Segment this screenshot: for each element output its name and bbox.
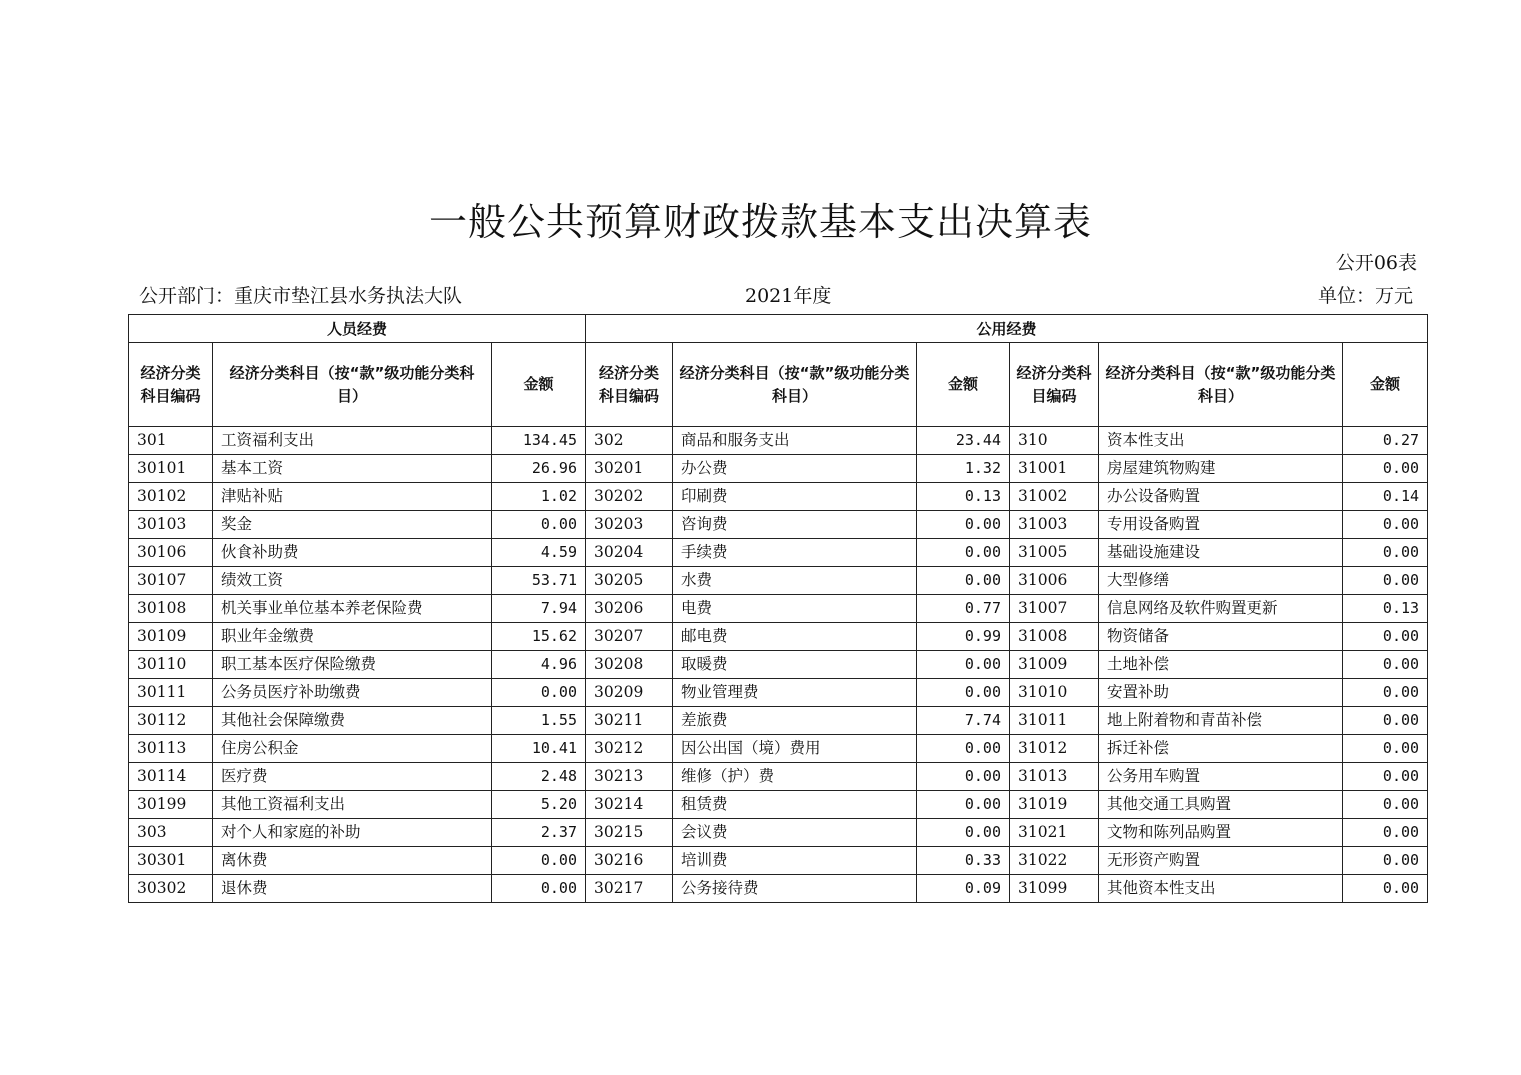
amount-column-header: 金额: [1343, 343, 1428, 427]
capital-name-cell: 信息网络及软件购置更新: [1099, 595, 1343, 623]
capital-code-cell: 31009: [1010, 651, 1099, 679]
personnel-amount-cell: 7.94: [492, 595, 586, 623]
code-column-header: 经济分类科目编码: [129, 343, 213, 427]
goods-amount-cell: 1.32: [917, 455, 1010, 483]
goods-name-cell: 手续费: [673, 539, 917, 567]
capital-code-cell: 310: [1010, 427, 1099, 455]
table-row: [129, 819, 1428, 847]
goods-code-cell: 30209: [586, 679, 673, 707]
capital-code-cell: 31011: [1010, 707, 1099, 735]
personnel-code-cell: 30109: [129, 623, 213, 651]
name-column-header: 经济分类科目（按“款”级功能分类科目）: [673, 343, 917, 427]
capital-amount-cell: 0.00: [1343, 679, 1428, 707]
capital-name-cell: 公务用车购置: [1099, 763, 1343, 791]
personnel-name-cell: 医疗费: [213, 763, 492, 791]
goods-name-cell: 因公出国（境）费用: [673, 735, 917, 763]
capital-amount-cell: 0.14: [1343, 483, 1428, 511]
personnel-group-header: 人员经费: [129, 315, 586, 343]
personnel-amount-cell: 0.00: [492, 511, 586, 539]
column-header-row: [129, 343, 1428, 427]
capital-code-cell: 31005: [1010, 539, 1099, 567]
capital-amount-cell: 0.00: [1343, 819, 1428, 847]
goods-code-cell: 30216: [586, 847, 673, 875]
unit-label: 单位：万元: [1317, 285, 1413, 307]
table-row: [129, 875, 1428, 903]
table-row: [129, 483, 1428, 511]
personnel-name-cell: 职工基本医疗保险缴费: [213, 651, 492, 679]
capital-code-cell: 31022: [1010, 847, 1099, 875]
name-column-header: 经济分类科目（按“款”级功能分类科目）: [1099, 343, 1343, 427]
personnel-name-cell: 公务员医疗补助缴费: [213, 679, 492, 707]
capital-code-cell: 31003: [1010, 511, 1099, 539]
table-row: [129, 735, 1428, 763]
personnel-code-cell: 30114: [129, 763, 213, 791]
personnel-code-cell: 30111: [129, 679, 213, 707]
page-title: 一般公共预算财政拨款基本支出决算表: [428, 200, 1092, 244]
goods-name-cell: 商品和服务支出: [673, 427, 917, 455]
department-label: 公开部门：重庆市垫江县水务执法大队: [139, 285, 463, 307]
personnel-amount-cell: 0.00: [492, 875, 586, 903]
personnel-code-cell: 30112: [129, 707, 213, 735]
goods-amount-cell: 0.00: [917, 791, 1010, 819]
goods-code-cell: 30206: [586, 595, 673, 623]
goods-amount-cell: 0.00: [917, 735, 1010, 763]
amount-column-header: 金额: [492, 343, 586, 427]
capital-amount-cell: 0.00: [1343, 539, 1428, 567]
goods-amount-cell: 0.00: [917, 819, 1010, 847]
goods-amount-cell: 0.13: [917, 483, 1010, 511]
goods-amount-cell: 0.00: [917, 679, 1010, 707]
capital-code-cell: 31008: [1010, 623, 1099, 651]
capital-name-cell: 其他交通工具购置: [1099, 791, 1343, 819]
personnel-name-cell: 基本工资: [213, 455, 492, 483]
table-row: [129, 763, 1428, 791]
goods-amount-cell: 0.09: [917, 875, 1010, 903]
personnel-name-cell: 职业年金缴费: [213, 623, 492, 651]
goods-code-cell: 30205: [586, 567, 673, 595]
public-group-header: 公用经费: [586, 315, 1428, 343]
goods-amount-cell: 0.00: [917, 539, 1010, 567]
capital-code-cell: 31006: [1010, 567, 1099, 595]
table-row: [129, 455, 1428, 483]
personnel-name-cell: 其他社会保障缴费: [213, 707, 492, 735]
capital-amount-cell: 0.13: [1343, 595, 1428, 623]
goods-amount-cell: 0.00: [917, 763, 1010, 791]
goods-amount-cell: 0.77: [917, 595, 1010, 623]
capital-amount-cell: 0.00: [1343, 707, 1428, 735]
personnel-amount-cell: 1.55: [492, 707, 586, 735]
personnel-code-cell: 303: [129, 819, 213, 847]
personnel-amount-cell: 1.02: [492, 483, 586, 511]
personnel-amount-cell: 4.96: [492, 651, 586, 679]
goods-code-cell: 30208: [586, 651, 673, 679]
personnel-name-cell: 住房公积金: [213, 735, 492, 763]
goods-name-cell: 电费: [673, 595, 917, 623]
personnel-amount-cell: 0.00: [492, 679, 586, 707]
goods-name-cell: 会议费: [673, 819, 917, 847]
personnel-code-cell: 30102: [129, 483, 213, 511]
goods-code-cell: 30215: [586, 819, 673, 847]
capital-name-cell: 安置补助: [1099, 679, 1343, 707]
personnel-name-cell: 绩效工资: [213, 567, 492, 595]
capital-amount-cell: 0.00: [1343, 763, 1428, 791]
personnel-code-cell: 30106: [129, 539, 213, 567]
goods-name-cell: 物业管理费: [673, 679, 917, 707]
table-row: [129, 427, 1428, 455]
capital-code-cell: 31007: [1010, 595, 1099, 623]
table-row: [129, 539, 1428, 567]
goods-name-cell: 邮电费: [673, 623, 917, 651]
personnel-name-cell: 离休费: [213, 847, 492, 875]
capital-name-cell: 土地补偿: [1099, 651, 1343, 679]
goods-code-cell: 30212: [586, 735, 673, 763]
capital-name-cell: 大型修缮: [1099, 567, 1343, 595]
goods-code-cell: 30214: [586, 791, 673, 819]
goods-name-cell: 维修（护）费: [673, 763, 917, 791]
goods-code-cell: 30213: [586, 763, 673, 791]
capital-amount-cell: 0.00: [1343, 875, 1428, 903]
capital-name-cell: 基础设施建设: [1099, 539, 1343, 567]
code-column-header: 经济分类科目编码: [586, 343, 673, 427]
capital-amount-cell: 0.27: [1343, 427, 1428, 455]
goods-amount-cell: 0.33: [917, 847, 1010, 875]
group-header-row: [129, 315, 1428, 343]
personnel-amount-cell: 134.45: [492, 427, 586, 455]
capital-name-cell: 房屋建筑物购建: [1099, 455, 1343, 483]
capital-amount-cell: 0.00: [1343, 651, 1428, 679]
table-row: [129, 623, 1428, 651]
personnel-code-cell: 30199: [129, 791, 213, 819]
budget-table: [128, 314, 1428, 903]
goods-code-cell: 30202: [586, 483, 673, 511]
personnel-amount-cell: 2.37: [492, 819, 586, 847]
capital-name-cell: 办公设备购置: [1099, 483, 1343, 511]
amount-column-header: 金额: [917, 343, 1010, 427]
capital-code-cell: 31013: [1010, 763, 1099, 791]
personnel-name-cell: 退休费: [213, 875, 492, 903]
personnel-code-cell: 30107: [129, 567, 213, 595]
goods-name-cell: 取暖费: [673, 651, 917, 679]
goods-name-cell: 咨询费: [673, 511, 917, 539]
personnel-name-cell: 工资福利支出: [213, 427, 492, 455]
capital-name-cell: 物资储备: [1099, 623, 1343, 651]
capital-code-cell: 31010: [1010, 679, 1099, 707]
capital-name-cell: 专用设备购置: [1099, 511, 1343, 539]
capital-code-cell: 31002: [1010, 483, 1099, 511]
personnel-amount-cell: 4.59: [492, 539, 586, 567]
capital-code-cell: 31021: [1010, 819, 1099, 847]
table-row: [129, 567, 1428, 595]
goods-name-cell: 印刷费: [673, 483, 917, 511]
goods-amount-cell: 0.99: [917, 623, 1010, 651]
goods-code-cell: 30217: [586, 875, 673, 903]
code-column-header: 经济分类科目编码: [1010, 343, 1099, 427]
personnel-amount-cell: 10.41: [492, 735, 586, 763]
meta-row: [139, 282, 1413, 310]
goods-code-cell: 30207: [586, 623, 673, 651]
personnel-code-cell: 30113: [129, 735, 213, 763]
goods-name-cell: 租赁费: [673, 791, 917, 819]
goods-name-cell: 差旅费: [673, 707, 917, 735]
goods-amount-cell: 23.44: [917, 427, 1010, 455]
name-column-header: 经济分类科目（按“款”级功能分类科目）: [213, 343, 492, 427]
personnel-amount-cell: 0.00: [492, 847, 586, 875]
personnel-amount-cell: 26.96: [492, 455, 586, 483]
capital-name-cell: 无形资产购置: [1099, 847, 1343, 875]
capital-code-cell: 31019: [1010, 791, 1099, 819]
personnel-amount-cell: 2.48: [492, 763, 586, 791]
goods-code-cell: 302: [586, 427, 673, 455]
personnel-code-cell: 30110: [129, 651, 213, 679]
capital-amount-cell: 0.00: [1343, 455, 1428, 483]
goods-code-cell: 30204: [586, 539, 673, 567]
personnel-name-cell: 其他工资福利支出: [213, 791, 492, 819]
personnel-code-cell: 30108: [129, 595, 213, 623]
form-number: 公开06表: [1335, 252, 1417, 274]
personnel-amount-cell: 53.71: [492, 567, 586, 595]
table-row: [129, 595, 1428, 623]
capital-code-cell: 31012: [1010, 735, 1099, 763]
goods-name-cell: 公务接待费: [673, 875, 917, 903]
personnel-name-cell: 奖金: [213, 511, 492, 539]
goods-amount-cell: 7.74: [917, 707, 1010, 735]
capital-name-cell: 其他资本性支出: [1099, 875, 1343, 903]
capital-amount-cell: 0.00: [1343, 567, 1428, 595]
capital-name-cell: 拆迁补偿: [1099, 735, 1343, 763]
capital-code-cell: 31099: [1010, 875, 1099, 903]
table-row: [129, 511, 1428, 539]
capital-name-cell: 文物和陈列品购置: [1099, 819, 1343, 847]
goods-amount-cell: 0.00: [917, 651, 1010, 679]
personnel-name-cell: 对个人和家庭的补助: [213, 819, 492, 847]
goods-code-cell: 30203: [586, 511, 673, 539]
personnel-code-cell: 30103: [129, 511, 213, 539]
personnel-name-cell: 机关事业单位基本养老保险费: [213, 595, 492, 623]
goods-amount-cell: 0.00: [917, 567, 1010, 595]
goods-name-cell: 水费: [673, 567, 917, 595]
table-body: [129, 427, 1428, 903]
capital-amount-cell: 0.00: [1343, 791, 1428, 819]
goods-code-cell: 30211: [586, 707, 673, 735]
capital-amount-cell: 0.00: [1343, 511, 1428, 539]
personnel-code-cell: 30301: [129, 847, 213, 875]
capital-name-cell: 地上附着物和青苗补偿: [1099, 707, 1343, 735]
table-row: [129, 707, 1428, 735]
capital-amount-cell: 0.00: [1343, 847, 1428, 875]
personnel-name-cell: 津贴补贴: [213, 483, 492, 511]
goods-name-cell: 培训费: [673, 847, 917, 875]
table-row: [129, 847, 1428, 875]
personnel-amount-cell: 15.62: [492, 623, 586, 651]
goods-amount-cell: 0.00: [917, 511, 1010, 539]
capital-name-cell: 资本性支出: [1099, 427, 1343, 455]
capital-amount-cell: 0.00: [1343, 735, 1428, 763]
personnel-amount-cell: 5.20: [492, 791, 586, 819]
capital-amount-cell: 0.00: [1343, 623, 1428, 651]
fiscal-year: 2021年度: [745, 285, 832, 307]
table-row: [129, 679, 1428, 707]
goods-code-cell: 30201: [586, 455, 673, 483]
capital-code-cell: 31001: [1010, 455, 1099, 483]
personnel-code-cell: 301: [129, 427, 213, 455]
personnel-name-cell: 伙食补助费: [213, 539, 492, 567]
goods-name-cell: 办公费: [673, 455, 917, 483]
table-row: [129, 791, 1428, 819]
table-row: [129, 651, 1428, 679]
personnel-code-cell: 30302: [129, 875, 213, 903]
personnel-code-cell: 30101: [129, 455, 213, 483]
